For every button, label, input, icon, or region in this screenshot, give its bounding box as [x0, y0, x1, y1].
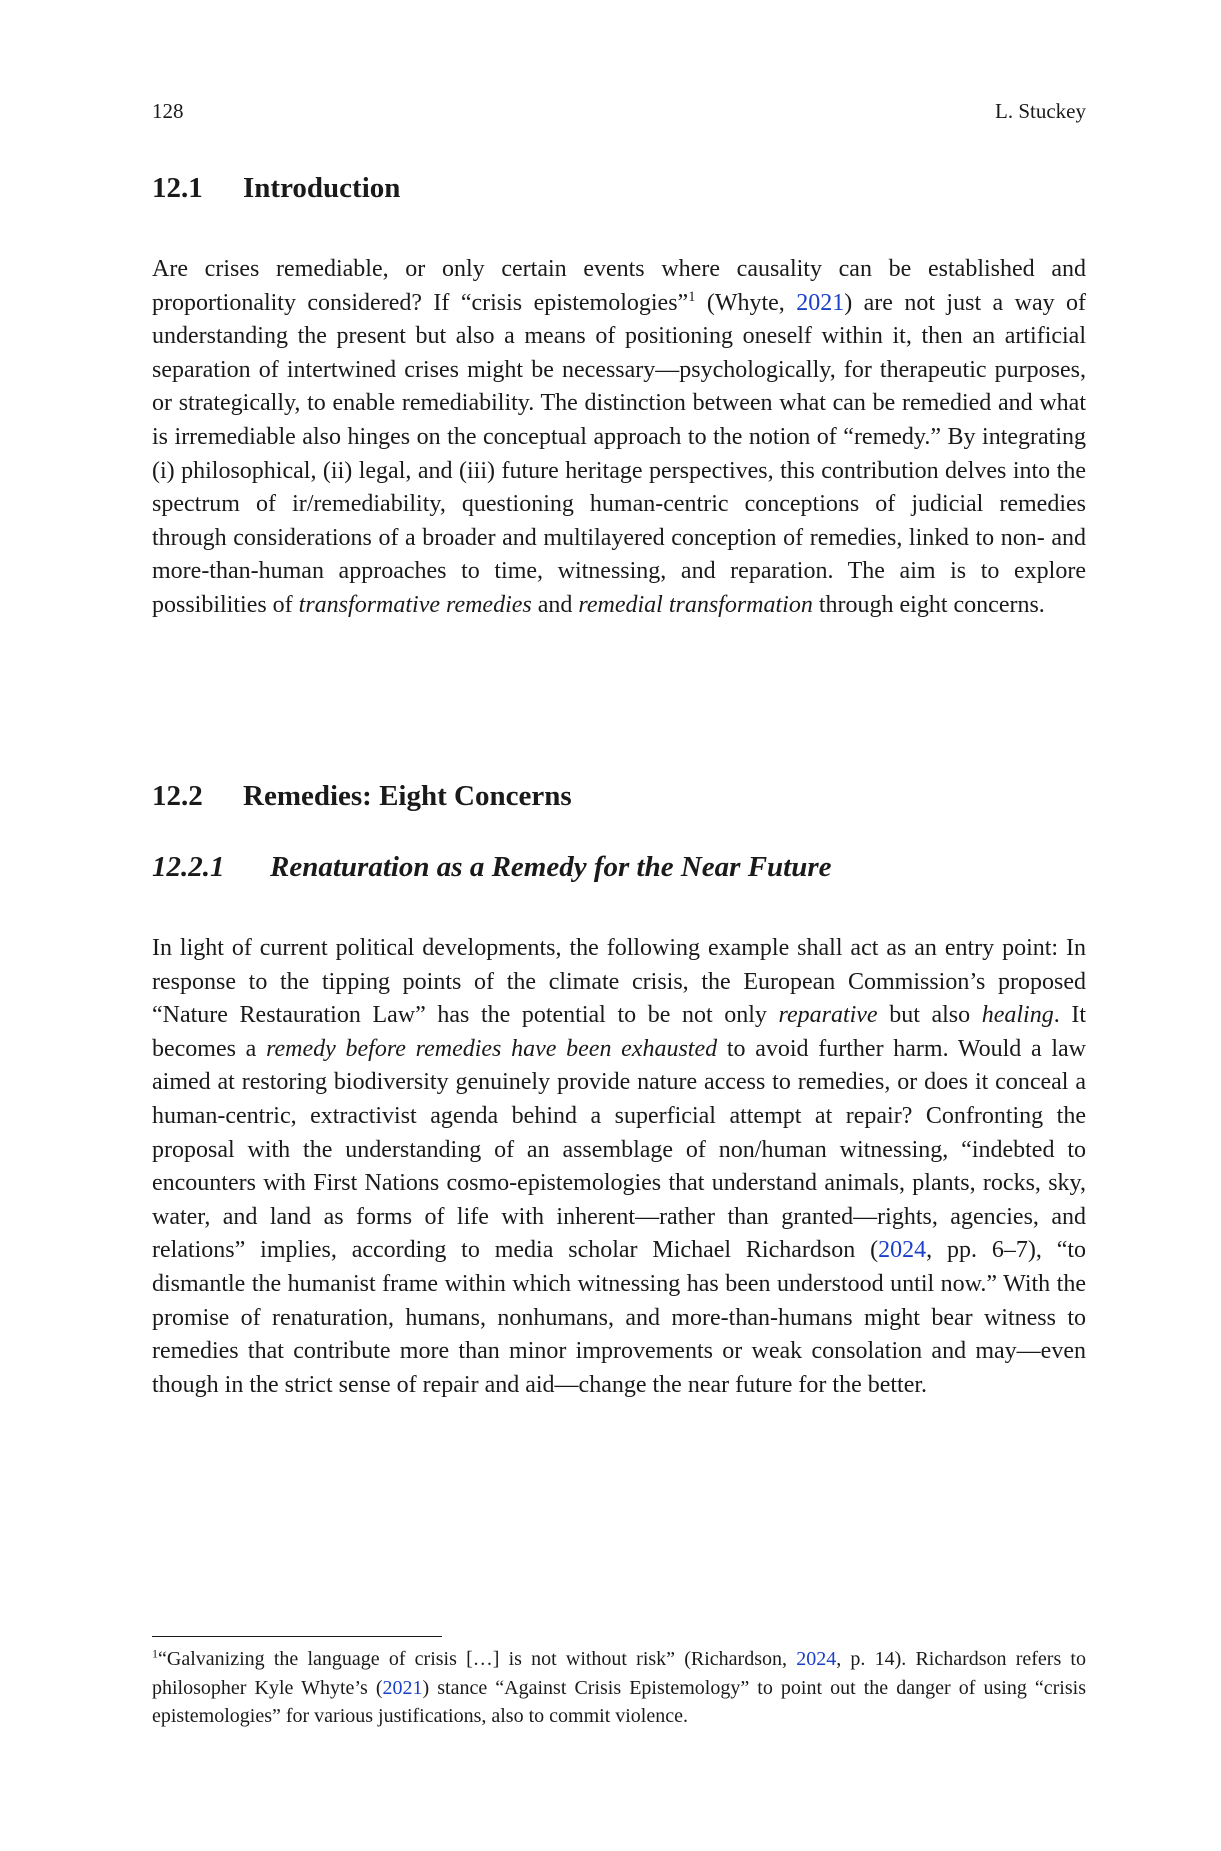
- text-run: but also: [877, 1002, 982, 1029]
- subsection-heading-renaturation: [152, 849, 832, 885]
- section-number: 12.1: [152, 172, 203, 204]
- section-heading-remedies: [152, 778, 572, 814]
- text-run: In light of current political developments, the following example shall act as an entry point: In response to the tipping points of the climate crisis, the European Commission’s proposed “Nature Restauration Law” has the potential to be not only: [152, 935, 1086, 1029]
- text-run: , pp. 6–7), “to dismantle the humanist frame within which witnessing has been understood until now.” With the promise of renaturation, humans, nonhumans, and more-than-humans might bear witness to remedies that contribute more than minor improvements or weak consolation and may—even though in the strict sense of repair and aid—change the near future for the better.: [152, 1237, 1087, 1398]
- subsection-number: 12.2.1: [152, 851, 225, 883]
- text-run: and: [531, 591, 579, 618]
- text-run: ) are not just a way of understanding the present but also a means of positioning oneself within it, then an artificial separation of intertwined crises might be necessary—psychologically, for therapeutic purposes, or strategically, to enable remediability. The distinction between what can be remedied and what is irremediable also hinges on the conceptual approach to the notion of “remedy.” By integrating (i) philosophical, (ii) legal, and (iii) future heritage perspectives, this contribution delves into the spectrum of ir/remediability, questioning human-centric conceptions of judicial remedies through considerations of a broader and multilayered conception of remedies, linked to non- and more-than-human approaches to time, witnessing, and reparation. The aim is to explore possibilities of: [152, 289, 1087, 618]
- section-heading-introduction: [152, 170, 400, 206]
- footnote-number: 1: [152, 1646, 158, 1661]
- renaturation-paragraph: [152, 932, 1086, 1402]
- emphasis: remedial transformation: [578, 591, 813, 618]
- emphasis: remedy before remedies have been exhausted: [266, 1035, 718, 1062]
- text-run: . It becomes a: [152, 1002, 1086, 1062]
- running-author: L. Stuckey: [995, 99, 1086, 123]
- emphasis: reparative: [778, 1002, 878, 1029]
- subsection-title: Renaturation as a Remedy for the Near Future: [270, 851, 832, 883]
- introduction-paragraph: [152, 253, 1086, 623]
- section-title: Remedies: Eight Concerns: [243, 780, 572, 812]
- citation-link[interactable]: 2024: [796, 1648, 837, 1670]
- page-number: 128: [152, 99, 184, 123]
- citation-link[interactable]: 2021: [382, 1676, 423, 1699]
- text-run: , p. 14). Richardson refers to philosopher Kyle Whyte’s (: [152, 1648, 1086, 1699]
- text-run: to avoid further harm. Would a law aimed at restoring biodiversity genuinely provide nature access to remedies, or does it conceal a human-centric, extractivist agenda behind a superficial attempt at repair? Confronting the proposal with the understanding of an assemblage of non/human witnessing, “indebted to encounters with First Nations cosmo-epistemologies that understand animals, plants, rocks, sky, water, and land as forms of life with inherent—rather than granted—rights, agencies, and relations” implies, according to media scholar Michael Richardson (: [152, 1035, 1087, 1264]
- section-number: 12.2: [152, 780, 203, 812]
- citation-link[interactable]: 2024: [878, 1237, 927, 1264]
- text-run: (Whyte,: [695, 289, 797, 316]
- section-title: Introduction: [243, 172, 401, 204]
- emphasis: transformative remedies: [298, 591, 532, 618]
- text-run: through eight concerns.: [812, 591, 1045, 618]
- emphasis: healing: [981, 1002, 1054, 1029]
- text-run: Are crises remediable, or only certain events where causality can be established and proportionality considered? If “crisis epistemologies”: [152, 256, 1086, 316]
- footnote-divider: [152, 1636, 442, 1637]
- text-run: “Galvanizing the language of crisis […] is not without risk” (Richardson,: [158, 1648, 797, 1670]
- text-run: ) stance “Against Crisis Epistemology” to point out the danger of using “crisis epistemologies” for various justifications, also to commit violence.: [152, 1676, 1086, 1727]
- footnote: [152, 1645, 1086, 1731]
- footnote-marker[interactable]: 1: [688, 288, 696, 305]
- citation-link[interactable]: 2021: [796, 289, 845, 316]
